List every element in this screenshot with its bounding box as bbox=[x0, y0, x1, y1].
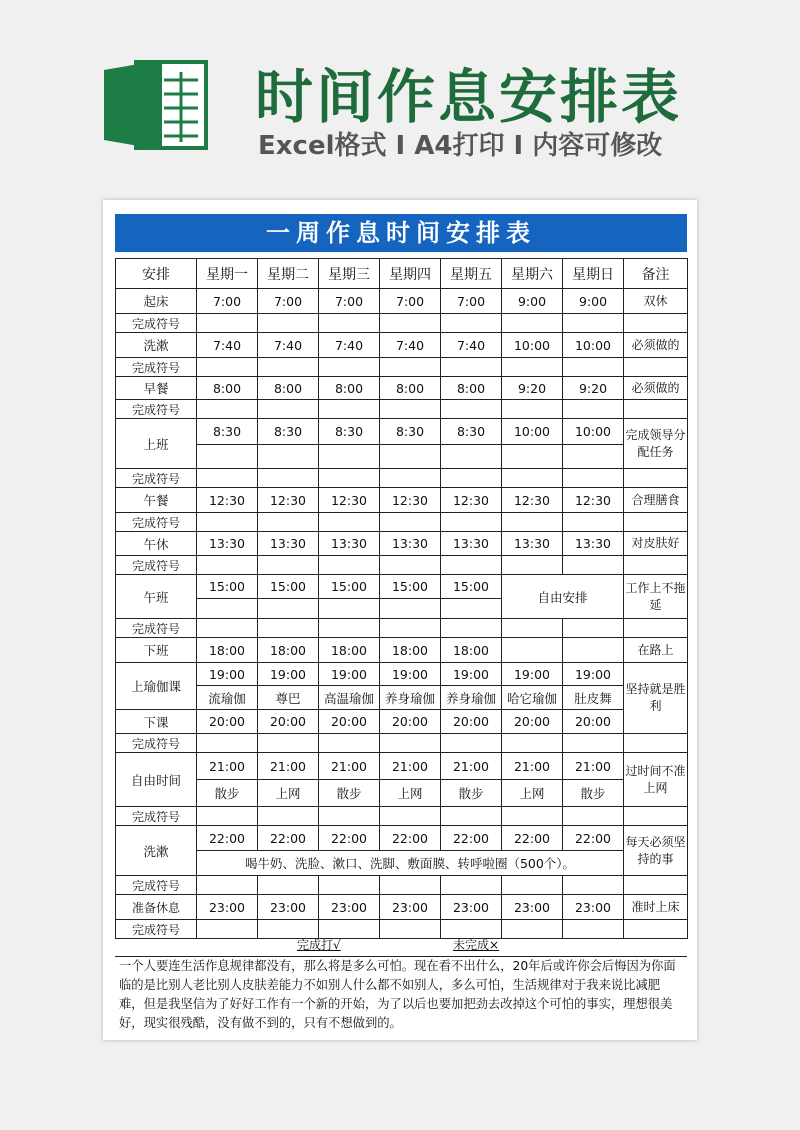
mark-cell[interactable] bbox=[258, 734, 319, 753]
activity-cell[interactable]: 上网 bbox=[380, 780, 441, 807]
time-cell[interactable]: 7:00 bbox=[258, 289, 319, 314]
time-cell[interactable]: 15:00 bbox=[258, 575, 319, 599]
mark-cell[interactable] bbox=[258, 876, 319, 895]
schedule-table bbox=[115, 258, 688, 939]
row-label: 洗漱 bbox=[116, 826, 197, 876]
time-cell[interactable]: 12:30 bbox=[502, 488, 563, 513]
time-cell[interactable]: 7:00 bbox=[441, 289, 502, 314]
activity-cell[interactable]: 散步 bbox=[563, 780, 624, 807]
mark-label: 完成符号 bbox=[116, 400, 197, 419]
mark-cell[interactable] bbox=[624, 358, 688, 377]
note-cell[interactable]: 对皮肤好 bbox=[624, 532, 688, 556]
mark-cell[interactable] bbox=[197, 358, 258, 377]
header-row bbox=[116, 259, 688, 289]
mark-cell[interactable] bbox=[380, 513, 441, 532]
table-row bbox=[116, 532, 688, 556]
mark-cell[interactable] bbox=[441, 314, 502, 333]
mark-cell[interactable] bbox=[380, 358, 441, 377]
time-cell[interactable]: 19:00 bbox=[441, 663, 502, 686]
time-cell[interactable]: 8:30 bbox=[441, 419, 502, 445]
table-row bbox=[116, 377, 688, 400]
column-header: 备注 bbox=[624, 259, 688, 289]
note-cell[interactable]: 工作上不拖延 bbox=[624, 575, 688, 619]
mark-cell[interactable] bbox=[258, 807, 319, 826]
time-cell[interactable]: 23:00 bbox=[380, 895, 441, 920]
time-cell[interactable]: 12:30 bbox=[197, 488, 258, 513]
time-cell[interactable]: 23:00 bbox=[441, 895, 502, 920]
mark-cell[interactable] bbox=[624, 619, 688, 638]
empty-cell[interactable] bbox=[441, 599, 502, 619]
table-row bbox=[116, 289, 688, 314]
mark-cell[interactable] bbox=[319, 400, 380, 419]
mark-cell[interactable] bbox=[197, 876, 258, 895]
row-label: 洗漱 bbox=[116, 333, 197, 358]
row-label: 准备休息 bbox=[116, 895, 197, 920]
mark-cell[interactable] bbox=[197, 619, 258, 638]
mark-cell[interactable] bbox=[441, 400, 502, 419]
time-cell[interactable]: 20:00 bbox=[502, 710, 563, 734]
mark-cell[interactable] bbox=[563, 469, 624, 488]
activity-cell[interactable]: 肚皮舞 bbox=[563, 686, 624, 710]
page-header bbox=[0, 0, 800, 190]
mark-cell[interactable] bbox=[197, 556, 258, 575]
time-cell[interactable]: 18:00 bbox=[197, 638, 258, 663]
mark-cell[interactable] bbox=[197, 400, 258, 419]
empty-cell[interactable] bbox=[563, 638, 624, 663]
mark-cell[interactable] bbox=[258, 314, 319, 333]
legend-undone: 未完成× bbox=[453, 938, 500, 952]
mark-cell[interactable] bbox=[441, 734, 502, 753]
time-cell[interactable]: 10:00 bbox=[563, 419, 624, 445]
legend-done: 完成打√ bbox=[297, 938, 341, 952]
time-cell[interactable]: 7:00 bbox=[380, 289, 441, 314]
time-cell[interactable]: 7:00 bbox=[197, 289, 258, 314]
time-cell[interactable]: 20:00 bbox=[380, 710, 441, 734]
activity-cell[interactable]: 上网 bbox=[502, 780, 563, 807]
activity-cell[interactable]: 上网 bbox=[258, 780, 319, 807]
time-cell[interactable]: 19:00 bbox=[197, 663, 258, 686]
time-cell[interactable]: 23:00 bbox=[197, 895, 258, 920]
time-cell[interactable]: 19:00 bbox=[502, 663, 563, 686]
row-label: 上班 bbox=[116, 419, 197, 469]
time-cell[interactable]: 8:00 bbox=[380, 377, 441, 400]
table-row-extra bbox=[116, 445, 688, 469]
page-title: 时间作息安排表 bbox=[255, 63, 683, 131]
time-cell[interactable]: 18:00 bbox=[380, 638, 441, 663]
activity-cell[interactable]: 尊巴 bbox=[258, 686, 319, 710]
note-cell[interactable]: 准时上床 bbox=[624, 895, 688, 920]
mark-cell[interactable] bbox=[441, 807, 502, 826]
table-row bbox=[116, 333, 688, 358]
note-cell[interactable]: 必须做的 bbox=[624, 377, 688, 400]
activity-cell[interactable]: 流瑜伽 bbox=[197, 686, 258, 710]
row-label: 午班 bbox=[116, 575, 197, 619]
mark-cell[interactable] bbox=[624, 314, 688, 333]
time-cell[interactable]: 9:20 bbox=[502, 377, 563, 400]
table-row bbox=[116, 710, 688, 734]
mark-cell[interactable] bbox=[319, 619, 380, 638]
time-cell[interactable]: 22:00 bbox=[258, 826, 319, 851]
mark-cell[interactable] bbox=[441, 513, 502, 532]
motivation-paragraph: 一个人要连生活作息规律都没有，那么将是多么可怕。现在看不出什么，20年后或许你会后悔因为你面临的是比别人老比别人皮肤差能力不如别人什么都不如别人，多么可怕，生活规律对于我来说比减肥难，但是我坚信为了好好工作有一个新的开始，为了以后也要加把劲去改掉这个可怕的事实，理想很美好，现实很残酷，没有做不到的，只有不想做到的。 bbox=[115, 956, 687, 1033]
time-cell[interactable]: 7:00 bbox=[319, 289, 380, 314]
mark-cell[interactable] bbox=[624, 513, 688, 532]
time-cell[interactable]: 12:30 bbox=[563, 488, 624, 513]
table-row bbox=[116, 488, 688, 513]
mark-cell[interactable] bbox=[563, 400, 624, 419]
time-cell[interactable]: 7:40 bbox=[319, 333, 380, 358]
time-cell[interactable]: 8:00 bbox=[258, 377, 319, 400]
column-header: 星期一 bbox=[197, 259, 258, 289]
mark-cell[interactable] bbox=[563, 807, 624, 826]
mark-cell[interactable] bbox=[502, 619, 563, 638]
row-label: 下班 bbox=[116, 638, 197, 663]
mark-cell[interactable] bbox=[624, 400, 688, 419]
note-cell[interactable]: 完成领导分配任务 bbox=[624, 419, 688, 469]
empty-cell[interactable] bbox=[502, 445, 563, 469]
time-cell[interactable]: 23:00 bbox=[563, 895, 624, 920]
mark-label: 完成符号 bbox=[116, 358, 197, 377]
activity-cell[interactable]: 散步 bbox=[319, 780, 380, 807]
time-cell[interactable]: 22:00 bbox=[319, 826, 380, 851]
note-cell[interactable]: 坚持就是胜利 bbox=[624, 663, 688, 734]
time-cell[interactable]: 15:00 bbox=[197, 575, 258, 599]
mark-cell[interactable] bbox=[380, 469, 441, 488]
time-cell[interactable]: 15:00 bbox=[380, 575, 441, 599]
mark-cell[interactable] bbox=[441, 358, 502, 377]
mark-cell[interactable] bbox=[258, 619, 319, 638]
mark-cell[interactable] bbox=[502, 807, 563, 826]
activity-cell[interactable]: 养身瑜伽 bbox=[380, 686, 441, 710]
note-cell[interactable]: 每天必须坚持的事 bbox=[624, 826, 688, 876]
mark-row bbox=[116, 358, 688, 377]
time-cell[interactable]: 19:00 bbox=[563, 663, 624, 686]
mark-label: 完成符号 bbox=[116, 314, 197, 333]
column-header: 星期二 bbox=[258, 259, 319, 289]
time-cell[interactable]: 22:00 bbox=[563, 826, 624, 851]
mark-row bbox=[116, 876, 688, 895]
row-label: 自由时间 bbox=[116, 753, 197, 807]
activity-cell[interactable]: 哈它瑜伽 bbox=[502, 686, 563, 710]
time-cell[interactable]: 8:00 bbox=[441, 377, 502, 400]
note-cell[interactable]: 过时间不准上网 bbox=[624, 753, 688, 807]
time-cell[interactable]: 12:30 bbox=[441, 488, 502, 513]
mark-cell[interactable] bbox=[502, 469, 563, 488]
mark-cell[interactable] bbox=[502, 513, 563, 532]
mark-cell[interactable] bbox=[319, 734, 380, 753]
mark-cell[interactable] bbox=[441, 876, 502, 895]
mark-cell[interactable] bbox=[258, 469, 319, 488]
mark-cell[interactable] bbox=[319, 556, 380, 575]
time-cell[interactable]: 13:30 bbox=[502, 532, 563, 556]
mark-label: 完成符号 bbox=[116, 876, 197, 895]
empty-cell[interactable] bbox=[197, 599, 258, 619]
row-label: 午餐 bbox=[116, 488, 197, 513]
time-cell[interactable]: 20:00 bbox=[197, 710, 258, 734]
mark-row bbox=[116, 469, 688, 488]
empty-cell[interactable] bbox=[258, 445, 319, 469]
time-cell[interactable]: 20:00 bbox=[319, 710, 380, 734]
mark-label: 完成符号 bbox=[116, 734, 197, 753]
mark-cell[interactable] bbox=[380, 314, 441, 333]
mark-row bbox=[116, 556, 688, 575]
time-cell[interactable]: 22:00 bbox=[502, 826, 563, 851]
activity-cell[interactable]: 养身瑜伽 bbox=[441, 686, 502, 710]
time-cell[interactable]: 18:00 bbox=[258, 638, 319, 663]
mark-label: 完成符号 bbox=[116, 556, 197, 575]
time-cell[interactable]: 20:00 bbox=[258, 710, 319, 734]
routine-detail-cell[interactable]: 喝牛奶、洗脸、漱口、洗脚、敷面膜、转呼啦圈（500个）。 bbox=[197, 851, 624, 876]
time-cell[interactable]: 13:30 bbox=[319, 532, 380, 556]
time-cell[interactable]: 15:00 bbox=[319, 575, 380, 599]
empty-cell[interactable] bbox=[441, 445, 502, 469]
table-row-extra bbox=[116, 686, 688, 710]
table-row bbox=[116, 575, 688, 599]
mark-cell[interactable] bbox=[197, 314, 258, 333]
mark-cell[interactable] bbox=[624, 807, 688, 826]
schedule-sheet bbox=[103, 200, 697, 1040]
mark-cell[interactable] bbox=[197, 513, 258, 532]
mark-cell[interactable] bbox=[197, 734, 258, 753]
mark-cell[interactable] bbox=[563, 619, 624, 638]
mark-cell[interactable] bbox=[441, 619, 502, 638]
mark-cell[interactable] bbox=[380, 876, 441, 895]
time-cell[interactable]: 10:00 bbox=[563, 333, 624, 358]
empty-cell[interactable] bbox=[319, 599, 380, 619]
time-cell[interactable]: 13:30 bbox=[258, 532, 319, 556]
mark-cell[interactable] bbox=[197, 807, 258, 826]
mark-cell[interactable] bbox=[258, 556, 319, 575]
time-cell[interactable]: 13:30 bbox=[441, 532, 502, 556]
time-cell[interactable]: 22:00 bbox=[380, 826, 441, 851]
completion-legend bbox=[115, 936, 687, 954]
mark-row bbox=[116, 400, 688, 419]
note-cell[interactable]: 在路上 bbox=[624, 638, 688, 663]
row-label: 起床 bbox=[116, 289, 197, 314]
mark-cell[interactable] bbox=[380, 556, 441, 575]
time-cell[interactable]: 21:00 bbox=[319, 753, 380, 780]
mark-cell[interactable] bbox=[441, 469, 502, 488]
note-cell[interactable]: 双休 bbox=[624, 289, 688, 314]
mark-row bbox=[116, 513, 688, 532]
mark-cell[interactable] bbox=[502, 400, 563, 419]
time-cell[interactable]: 8:30 bbox=[319, 419, 380, 445]
time-cell[interactable]: 8:00 bbox=[319, 377, 380, 400]
time-cell[interactable]: 21:00 bbox=[441, 753, 502, 780]
empty-cell[interactable] bbox=[563, 445, 624, 469]
table-row bbox=[116, 638, 688, 663]
table-row bbox=[116, 753, 688, 780]
mark-label: 完成符号 bbox=[116, 469, 197, 488]
time-cell[interactable]: 23:00 bbox=[258, 895, 319, 920]
weekend-free-cell[interactable]: 自由安排 bbox=[502, 575, 624, 619]
time-cell[interactable]: 10:00 bbox=[502, 333, 563, 358]
time-cell[interactable]: 18:00 bbox=[319, 638, 380, 663]
time-cell[interactable]: 20:00 bbox=[441, 710, 502, 734]
time-cell[interactable]: 19:00 bbox=[319, 663, 380, 686]
mark-cell[interactable] bbox=[502, 876, 563, 895]
mark-row bbox=[116, 734, 688, 753]
mark-row bbox=[116, 807, 688, 826]
time-cell[interactable]: 22:00 bbox=[197, 826, 258, 851]
table-row-extra bbox=[116, 851, 688, 876]
row-label: 上瑜伽课 bbox=[116, 663, 197, 710]
mark-cell[interactable] bbox=[624, 876, 688, 895]
time-cell[interactable]: 15:00 bbox=[441, 575, 502, 599]
time-cell[interactable]: 9:00 bbox=[563, 289, 624, 314]
time-cell[interactable]: 8:00 bbox=[197, 377, 258, 400]
mark-cell[interactable] bbox=[319, 876, 380, 895]
time-cell[interactable]: 18:00 bbox=[441, 638, 502, 663]
mark-cell[interactable] bbox=[258, 400, 319, 419]
time-cell[interactable]: 7:40 bbox=[380, 333, 441, 358]
time-cell[interactable]: 7:40 bbox=[441, 333, 502, 358]
mark-cell[interactable] bbox=[380, 734, 441, 753]
time-cell[interactable]: 9:00 bbox=[502, 289, 563, 314]
time-cell[interactable]: 12:30 bbox=[380, 488, 441, 513]
time-cell[interactable]: 21:00 bbox=[563, 753, 624, 780]
activity-cell[interactable]: 高温瑜伽 bbox=[319, 686, 380, 710]
mark-cell[interactable] bbox=[502, 358, 563, 377]
mark-label: 完成符号 bbox=[116, 513, 197, 532]
column-header: 星期五 bbox=[441, 259, 502, 289]
time-cell[interactable]: 22:00 bbox=[441, 826, 502, 851]
time-cell[interactable]: 13:30 bbox=[380, 532, 441, 556]
table-row bbox=[116, 419, 688, 445]
time-cell[interactable]: 21:00 bbox=[258, 753, 319, 780]
time-cell[interactable]: 9:20 bbox=[563, 377, 624, 400]
mark-cell[interactable] bbox=[380, 619, 441, 638]
sheet-banner-title: 一周作息时间安排表 bbox=[115, 214, 687, 252]
activity-cell[interactable]: 散步 bbox=[197, 780, 258, 807]
row-label: 下课 bbox=[116, 710, 197, 734]
column-header: 星期日 bbox=[563, 259, 624, 289]
empty-cell[interactable] bbox=[258, 599, 319, 619]
time-cell[interactable]: 21:00 bbox=[502, 753, 563, 780]
row-label: 早餐 bbox=[116, 377, 197, 400]
table-row-extra bbox=[116, 780, 688, 807]
time-cell[interactable]: 12:30 bbox=[319, 488, 380, 513]
time-cell[interactable]: 19:00 bbox=[380, 663, 441, 686]
activity-cell[interactable]: 散步 bbox=[441, 780, 502, 807]
page-subtitle: Excel格式 I A4打印 I 内容可修改 bbox=[258, 131, 663, 161]
mark-cell[interactable] bbox=[563, 358, 624, 377]
time-cell[interactable]: 19:00 bbox=[258, 663, 319, 686]
column-header: 安排 bbox=[116, 259, 197, 289]
mark-cell[interactable] bbox=[502, 734, 563, 753]
table-row bbox=[116, 826, 688, 851]
mark-cell[interactable] bbox=[502, 556, 563, 575]
mark-row bbox=[116, 619, 688, 638]
empty-cell[interactable] bbox=[380, 445, 441, 469]
mark-label: 完成符号 bbox=[116, 807, 197, 826]
mark-cell[interactable] bbox=[197, 469, 258, 488]
column-header: 星期六 bbox=[502, 259, 563, 289]
mark-label: 完成符号 bbox=[116, 619, 197, 638]
mark-cell[interactable] bbox=[319, 314, 380, 333]
mark-cell[interactable] bbox=[258, 358, 319, 377]
mark-cell[interactable] bbox=[258, 513, 319, 532]
mark-row bbox=[116, 314, 688, 333]
note-cell[interactable]: 必须做的 bbox=[624, 333, 688, 358]
excel-logo-icon bbox=[102, 56, 210, 154]
time-cell[interactable]: 23:00 bbox=[502, 895, 563, 920]
mark-label: 完成符号 bbox=[116, 920, 197, 939]
mark-cell[interactable] bbox=[563, 876, 624, 895]
time-cell[interactable]: 21:00 bbox=[380, 753, 441, 780]
note-cell[interactable]: 合理膳食 bbox=[624, 488, 688, 513]
mark-cell[interactable] bbox=[380, 400, 441, 419]
time-cell[interactable]: 23:00 bbox=[319, 895, 380, 920]
mark-cell[interactable] bbox=[563, 734, 624, 753]
mark-cell[interactable] bbox=[563, 314, 624, 333]
mark-cell[interactable] bbox=[624, 469, 688, 488]
time-cell[interactable]: 20:00 bbox=[563, 710, 624, 734]
empty-cell[interactable] bbox=[319, 445, 380, 469]
mark-cell[interactable] bbox=[319, 513, 380, 532]
mark-cell[interactable] bbox=[319, 807, 380, 826]
mark-cell[interactable] bbox=[319, 469, 380, 488]
mark-cell[interactable] bbox=[380, 807, 441, 826]
mark-cell[interactable] bbox=[563, 513, 624, 532]
time-cell[interactable]: 21:00 bbox=[197, 753, 258, 780]
time-cell[interactable]: 7:40 bbox=[197, 333, 258, 358]
mark-cell[interactable] bbox=[441, 556, 502, 575]
time-cell[interactable]: 8:30 bbox=[197, 419, 258, 445]
mark-cell[interactable] bbox=[502, 314, 563, 333]
time-cell[interactable]: 13:30 bbox=[197, 532, 258, 556]
table-row bbox=[116, 895, 688, 920]
mark-cell[interactable] bbox=[319, 358, 380, 377]
empty-cell[interactable] bbox=[197, 445, 258, 469]
time-cell[interactable]: 8:30 bbox=[258, 419, 319, 445]
empty-cell[interactable] bbox=[380, 599, 441, 619]
mark-cell[interactable] bbox=[624, 734, 688, 753]
time-cell[interactable]: 12:30 bbox=[258, 488, 319, 513]
mark-cell[interactable] bbox=[624, 556, 688, 575]
mark-cell[interactable] bbox=[563, 556, 624, 575]
time-cell[interactable]: 10:00 bbox=[502, 419, 563, 445]
time-cell[interactable]: 13:30 bbox=[563, 532, 624, 556]
row-label: 午休 bbox=[116, 532, 197, 556]
table-row bbox=[116, 663, 688, 686]
empty-cell[interactable] bbox=[502, 638, 563, 663]
column-header: 星期三 bbox=[319, 259, 380, 289]
time-cell[interactable]: 7:40 bbox=[258, 333, 319, 358]
time-cell[interactable]: 8:30 bbox=[380, 419, 441, 445]
column-header: 星期四 bbox=[380, 259, 441, 289]
